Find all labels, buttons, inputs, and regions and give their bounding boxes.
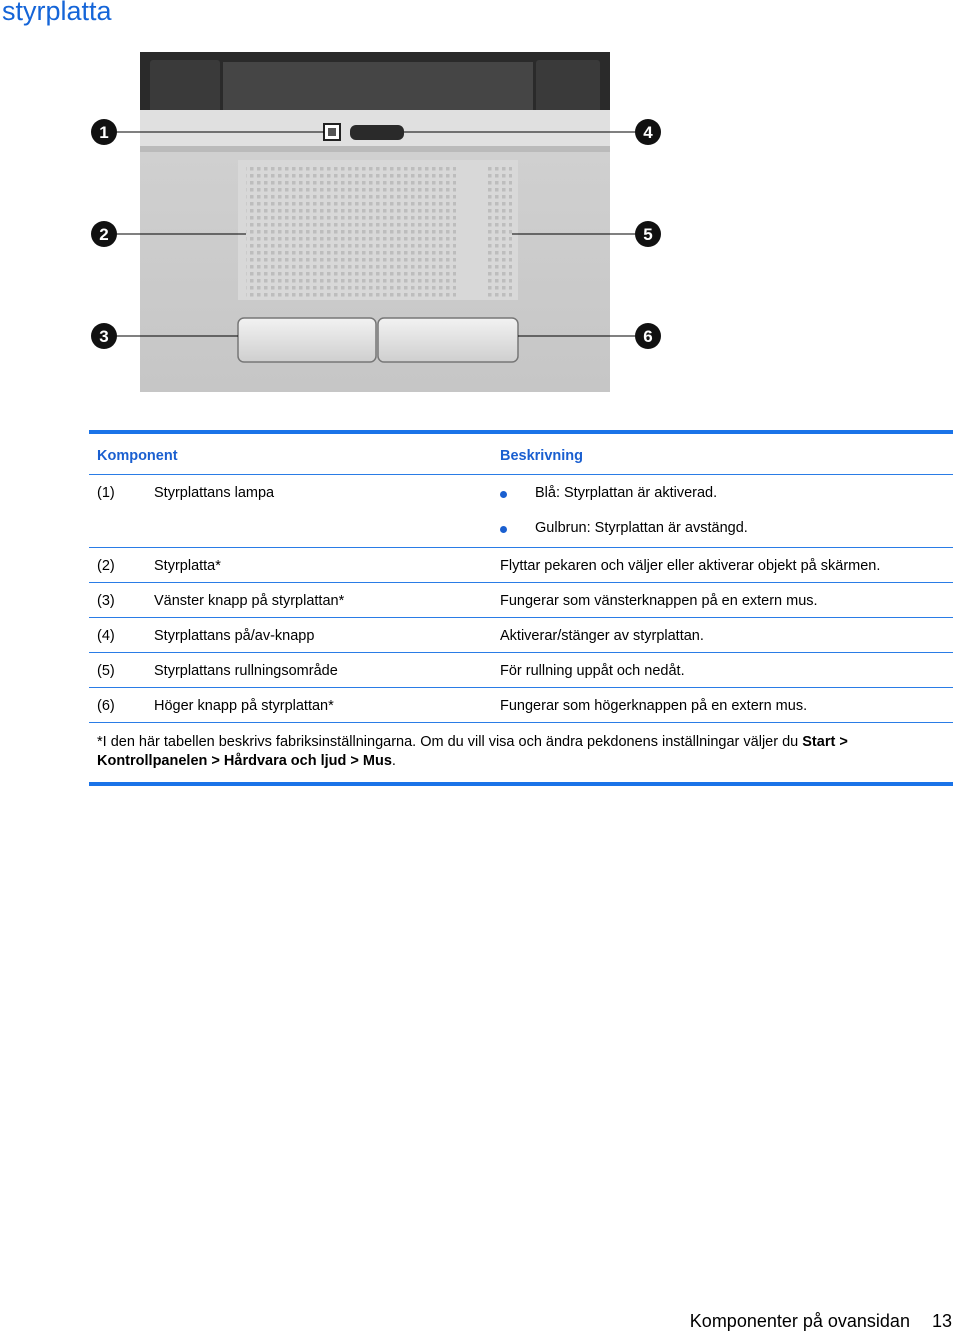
svg-text:1: 1 (99, 123, 109, 142)
row-description: Fungerar som högerknappen på en extern mus. (500, 698, 808, 714)
bullet-icon (500, 491, 507, 498)
svg-text:2: 2 (99, 225, 109, 244)
row-number: (3) (97, 593, 115, 609)
path-control-panel: Kontrollpanelen (97, 753, 208, 769)
path-hardware-sound: Hårdvara och ljud (223, 753, 347, 769)
header-component: Komponent (97, 448, 178, 464)
right-touchpad-button (378, 318, 518, 362)
callout-1 (91, 119, 117, 145)
touchpad-surface (246, 164, 456, 298)
table-row (89, 688, 953, 723)
page-footer (690, 1311, 952, 1332)
table-row (89, 653, 953, 688)
row-component: Styrplattans lampa (154, 485, 275, 501)
row-component: Höger knapp på styrplattan* (154, 698, 334, 714)
path-mouse: Mus (362, 753, 392, 769)
callout-6 (635, 323, 661, 349)
callout-4 (635, 119, 661, 145)
touchpad-illustration (88, 40, 688, 400)
header-description: Beskrivning (500, 448, 583, 464)
row-number: (4) (97, 628, 115, 644)
table-footnote: *I den här tabellen beskrivs fabriksinställningarna. Om du vill visa och ändra pekdonens inställningar väljer du Start > Kontrollpanelen > Hårdvara och ljud > Mus. (89, 723, 953, 786)
row-description: Flyttar pekaren och väljer eller aktiverar objekt på skärmen. (500, 558, 881, 574)
svg-text:3: 3 (99, 327, 109, 346)
path-start: Start (802, 734, 836, 750)
svg-text:5: 5 (643, 225, 653, 244)
row-number: (1) (97, 485, 115, 501)
row-component: Vänster knapp på styrplattan* (154, 593, 345, 609)
table-header-row (89, 434, 953, 475)
row-number: (2) (97, 558, 115, 574)
table-row (89, 618, 953, 653)
table-row (89, 583, 953, 618)
page-number: 13 (931, 1311, 952, 1331)
page-title: styrplatta (2, 0, 112, 26)
svg-text:4: 4 (643, 123, 653, 142)
table-row: (1) Styrplattans lampa Blå: Styrplattan är aktiverad. Gulbrun: Styrplattan är avstängd. (89, 475, 953, 548)
row-component: Styrplattans på/av-knapp (154, 628, 315, 644)
callout-2 (91, 221, 117, 247)
component-table (89, 430, 953, 786)
touchpad-on-off-button (350, 125, 404, 140)
row-number: (5) (97, 663, 115, 679)
callout-3 (91, 323, 117, 349)
row-description: Aktiverar/stänger av styrplattan. (500, 628, 704, 644)
table-row (89, 548, 953, 583)
svg-text:6: 6 (643, 327, 653, 346)
left-touchpad-button (238, 318, 376, 362)
row-component: Styrplattans rullningsområde (154, 663, 338, 679)
callout-5 (635, 221, 661, 247)
row-description: Fungerar som vänsterknappen på en extern mus. (500, 593, 818, 609)
row-number: (6) (97, 698, 115, 714)
scroll-zone (486, 164, 512, 298)
row-component: Styrplatta* (154, 558, 221, 574)
footer-section: Komponenter på ovansidan (689, 1311, 910, 1331)
row-description: För rullning uppåt och nedåt. (500, 663, 685, 679)
bullet-icon (500, 526, 507, 533)
